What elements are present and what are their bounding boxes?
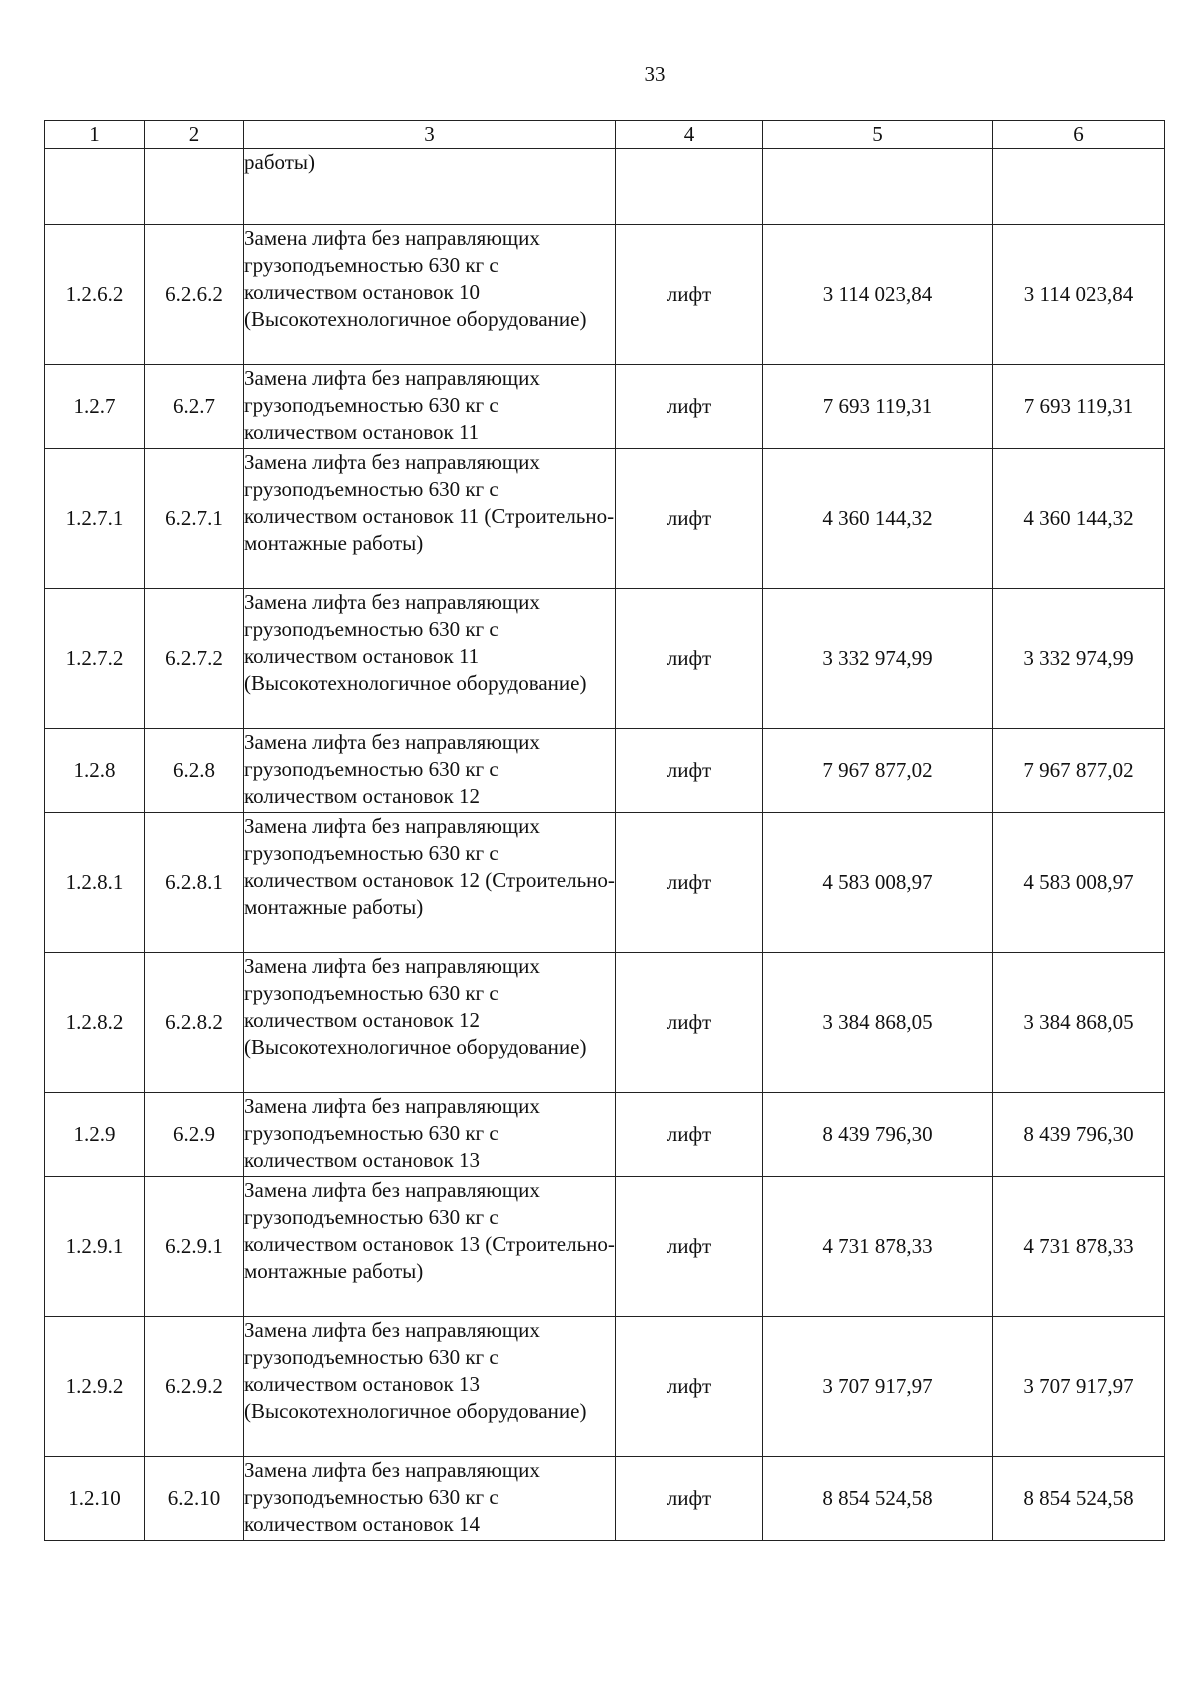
- table-row: [45, 729, 1165, 813]
- column-header-6: 6: [993, 121, 1165, 149]
- unit: лифт: [616, 1457, 763, 1541]
- max-cost-value: 8 439 796,30: [993, 1093, 1165, 1177]
- table-row: [45, 589, 1165, 729]
- table-row: [45, 953, 1165, 1093]
- unit: [616, 149, 763, 225]
- page-number: 33: [644, 62, 666, 86]
- max-cost-value: 3 707 917,97: [993, 1317, 1165, 1457]
- row-number: 1.2.9.1: [45, 1177, 145, 1317]
- row-number: 1.2.10: [45, 1457, 145, 1541]
- max-cost-value: 3 114 023,84: [993, 225, 1165, 365]
- row-number: 1.2.7.1: [45, 449, 145, 589]
- cost-value: 7 967 877,02: [763, 729, 993, 813]
- item-code: 6.2.8.1: [145, 813, 244, 953]
- work-description: работы): [244, 149, 616, 225]
- table-row: [45, 225, 1165, 365]
- unit: лифт: [616, 1093, 763, 1177]
- table-row: [45, 1177, 1165, 1317]
- max-cost-value: [993, 149, 1165, 225]
- row-number: 1.2.8: [45, 729, 145, 813]
- item-code: 6.2.7: [145, 365, 244, 449]
- unit: лифт: [616, 729, 763, 813]
- work-description: Замена лифта без направляющих грузоподъемностью 630 кг с количеством остановок 13 (Строительно-монтажные работы): [244, 1177, 616, 1317]
- cost-value: 4 360 144,32: [763, 449, 993, 589]
- work-description: Замена лифта без направляющих грузоподъемностью 630 кг с количеством остановок 14: [244, 1457, 616, 1541]
- unit: лифт: [616, 449, 763, 589]
- work-description: Замена лифта без направляющих грузоподъемностью 630 кг с количеством остановок 13 (Высокотехнологичное оборудование): [244, 1317, 616, 1457]
- work-description: Замена лифта без направляющих грузоподъемностью 630 кг с количеством остановок 13: [244, 1093, 616, 1177]
- table-row: [45, 1457, 1165, 1541]
- max-cost-value: 7 693 119,31: [993, 365, 1165, 449]
- column-header-5: 5: [763, 121, 993, 149]
- item-code: 6.2.9: [145, 1093, 244, 1177]
- unit: лифт: [616, 953, 763, 1093]
- max-cost-value: 4 583 008,97: [993, 813, 1165, 953]
- unit: лифт: [616, 813, 763, 953]
- work-description: Замена лифта без направляющих грузоподъемностью 630 кг с количеством остановок 11 (Высокотехнологичное оборудование): [244, 589, 616, 729]
- column-header-2: 2: [145, 121, 244, 149]
- item-code: 6.2.9.2: [145, 1317, 244, 1457]
- work-description: Замена лифта без направляющих грузоподъемностью 630 кг с количеством остановок 11 (Строительно-монтажные работы): [244, 449, 616, 589]
- cost-value: 8 439 796,30: [763, 1093, 993, 1177]
- cost-value: 4 583 008,97: [763, 813, 993, 953]
- item-code: 6.2.10: [145, 1457, 244, 1541]
- cost-value: 3 384 868,05: [763, 953, 993, 1093]
- table-row: [45, 449, 1165, 589]
- work-description: Замена лифта без направляющих грузоподъемностью 630 кг с количеством остановок 12 (Высокотехнологичное оборудование): [244, 953, 616, 1093]
- column-header-3: 3: [244, 121, 616, 149]
- row-number: 1.2.7: [45, 365, 145, 449]
- unit: лифт: [616, 365, 763, 449]
- item-code: 6.2.6.2: [145, 225, 244, 365]
- cost-value: 7 693 119,31: [763, 365, 993, 449]
- unit: лифт: [616, 589, 763, 729]
- row-number: 1.2.6.2: [45, 225, 145, 365]
- max-cost-value: 7 967 877,02: [993, 729, 1165, 813]
- max-cost-value: 8 854 524,58: [993, 1457, 1165, 1541]
- cost-value: 8 854 524,58: [763, 1457, 993, 1541]
- item-code: 6.2.7.2: [145, 589, 244, 729]
- table-row: [45, 149, 1165, 225]
- cost-value: 3 114 023,84: [763, 225, 993, 365]
- max-cost-value: 3 332 974,99: [993, 589, 1165, 729]
- cost-value: [763, 149, 993, 225]
- unit: лифт: [616, 1317, 763, 1457]
- item-code: 6.2.7.1: [145, 449, 244, 589]
- work-description: Замена лифта без направляющих грузоподъемностью 630 кг с количеством остановок 12: [244, 729, 616, 813]
- item-code: 6.2.8: [145, 729, 244, 813]
- column-header-1: 1: [45, 121, 145, 149]
- cost-value: 3 707 917,97: [763, 1317, 993, 1457]
- table-header-row: [45, 121, 1165, 149]
- table-row: [45, 365, 1165, 449]
- column-header-4: 4: [616, 121, 763, 149]
- table-row: [45, 813, 1165, 953]
- item-code: [145, 149, 244, 225]
- table-row: [45, 1317, 1165, 1457]
- max-cost-value: 4 360 144,32: [993, 449, 1165, 589]
- table-row: [45, 1093, 1165, 1177]
- price-table: [44, 120, 1165, 1541]
- row-number: 1.2.9.2: [45, 1317, 145, 1457]
- work-description: Замена лифта без направляющих грузоподъемностью 630 кг с количеством остановок 10 (Высокотехнологичное оборудование): [244, 225, 616, 365]
- work-description: Замена лифта без направляющих грузоподъемностью 630 кг с количеством остановок 11: [244, 365, 616, 449]
- item-code: 6.2.8.2: [145, 953, 244, 1093]
- row-number: 1.2.8.1: [45, 813, 145, 953]
- max-cost-value: 4 731 878,33: [993, 1177, 1165, 1317]
- row-number: 1.2.8.2: [45, 953, 145, 1093]
- row-number: 1.2.7.2: [45, 589, 145, 729]
- unit: лифт: [616, 1177, 763, 1317]
- item-code: 6.2.9.1: [145, 1177, 244, 1317]
- cost-value: 4 731 878,33: [763, 1177, 993, 1317]
- work-description: Замена лифта без направляющих грузоподъемностью 630 кг с количеством остановок 12 (Строительно-монтажные работы): [244, 813, 616, 953]
- max-cost-value: 3 384 868,05: [993, 953, 1165, 1093]
- unit: лифт: [616, 225, 763, 365]
- row-number: [45, 149, 145, 225]
- row-number: 1.2.9: [45, 1093, 145, 1177]
- cost-value: 3 332 974,99: [763, 589, 993, 729]
